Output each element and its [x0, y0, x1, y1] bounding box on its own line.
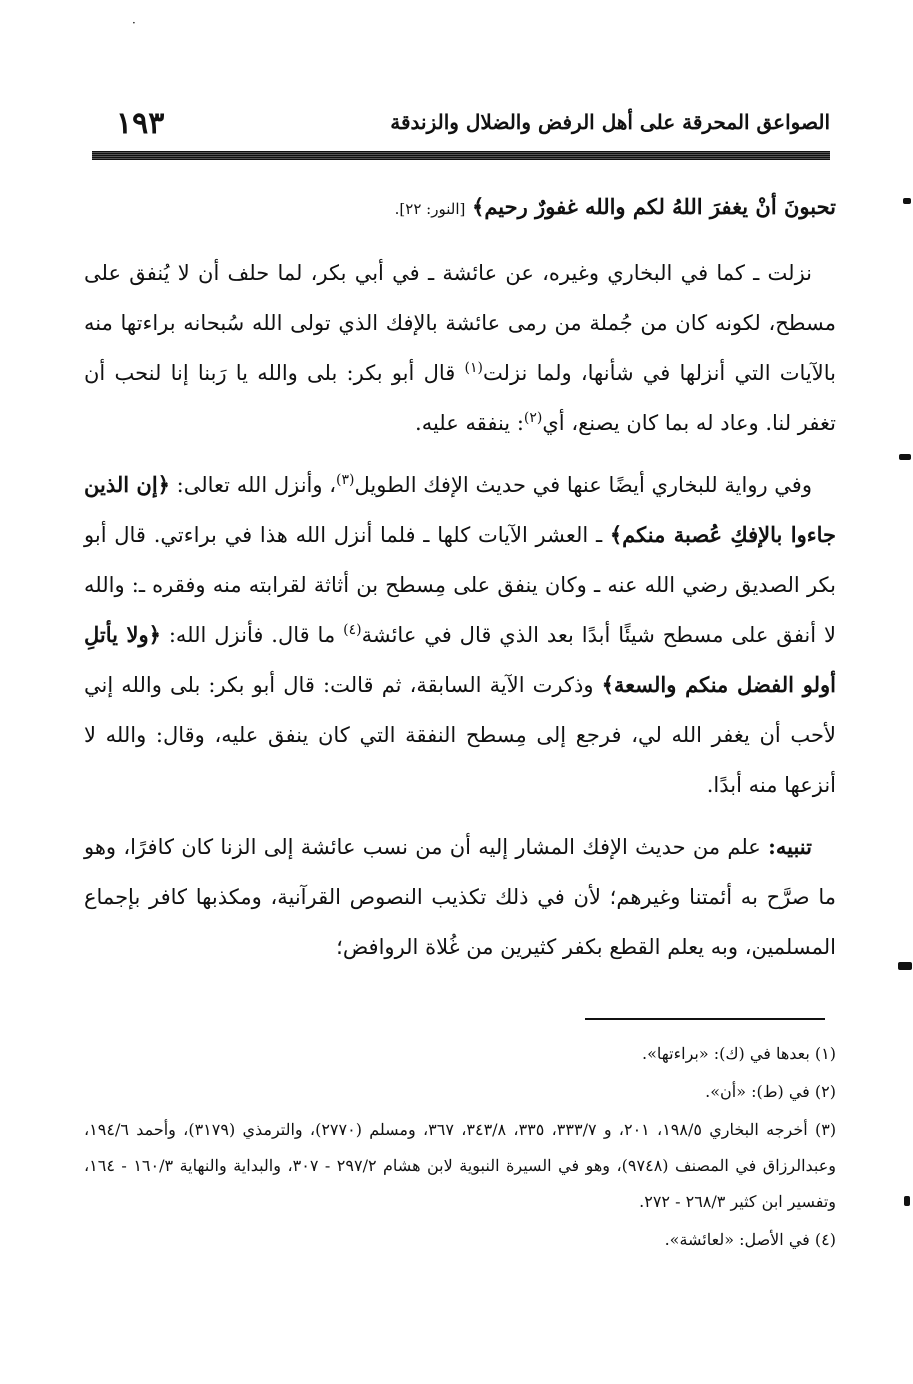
footnotes	[84, 1036, 836, 1260]
footnote-number: (٣)	[814, 1120, 837, 1139]
paragraph-text: نزلت ـ كما في البخاري وغيره، عن عائشة ـ في أبي بكر، لما حلف أن لا يُنفق على مسطح، لكونه كان من جُملة من رمى عائشة بالإفك الذي تولى الله سُبحانه براءتها منه بالآيات التي أنزلها في شأنها، ولما نزلت	[84, 261, 836, 385]
paragraph-text: ـ العشر الآيات كلها ـ فلما أنزل الله هذا في براءتي. قال أبو بكر الصديق رضي الله عنه ـ وكان ينفق على مِسطح بن أثاثة لقرابته منه وفقره ـ: والله لا أنفق على مسطح شيئًا أبدًا بعد الذي قال في عائشة	[84, 523, 836, 647]
footnote-number: (١)	[814, 1044, 836, 1063]
footnote-4	[84, 1222, 836, 1258]
paragraph-text: : ينفقه عليه.	[415, 411, 524, 435]
paragraph-text: ما قال. فأنزل الله:	[160, 623, 344, 647]
footnote-3	[84, 1112, 836, 1220]
paragraph-2	[84, 460, 836, 810]
margin-mark	[903, 198, 911, 204]
page-speck: ·	[132, 16, 136, 30]
quran-verse: ﴿ولا يأتلِ أولو الفضل منكم والسعة﴾	[84, 622, 836, 697]
footnote-text: في (ط): «أن».	[705, 1082, 815, 1101]
footnote-text: في الأصل: «لعائشة».	[664, 1230, 815, 1249]
footnote-2	[84, 1074, 836, 1110]
margin-mark	[904, 1196, 910, 1206]
page-header	[92, 106, 830, 140]
paragraph-1	[84, 248, 836, 448]
paragraph-text: ، وأنزل الله تعالى:	[169, 473, 336, 497]
margin-mark	[898, 962, 912, 970]
footnote-text: بعدها في (ك): «براءتها».	[642, 1044, 815, 1063]
footnote-number: (٤)	[814, 1230, 836, 1249]
verse-reference: [النور: ٢٢].	[394, 200, 466, 218]
footnote-ref: (٣)	[336, 472, 355, 488]
footnote-1	[84, 1036, 836, 1072]
verse-ending-line	[84, 182, 836, 234]
notice-label: تنبيه:	[768, 834, 812, 859]
footnote-text: أخرجه البخاري ١٩٨/٥، ٢٠١، و ٣٣٣/٧، ٣٣٥، ٣٤٣/٨، ٣٦٧، ومسلم (٢٧٧٠)، والترمذي (٣١٧٩)، وأحمد ١٩٤/٦، وعبدالرزاق في المصنف (٩٧٤٨)، وهو في السيرة النبوية لابن هشام ٢٩٧/٢ - ٣٠٧، والبداية والنهاية ١٦٠/٣ - ١٦٤، وتفسير ابن كثير ٢٦٨/٣ - ٢٧٢.	[84, 1120, 837, 1211]
header-rule	[92, 151, 830, 160]
footnote-ref: (١)	[464, 360, 483, 376]
paragraph-text: وذكرت الآية السابقة، ثم قالت: قال أبو بكر: بلى والله إني لأحب أن يغفر الله لي، فرجع إلى مِسطح النفقة التي كان ينفق عليه، وقال: والله لا أنزعها منه أبدًا.	[84, 673, 836, 797]
quran-verse: تحبونَ أنْ يغفرَ اللهُ لكم والله غفورٌ رحيم﴾	[472, 194, 836, 219]
main-text	[84, 182, 836, 984]
page-number: ١٩٣	[116, 106, 165, 141]
footnote-number: (٢)	[814, 1082, 836, 1101]
running-title: الصواعق المحرقة على أهل الرفض والضلال والزندقة	[390, 110, 830, 134]
paragraph-text: علم من حديث الإفك المشار إليه أن من نسب عائشة إلى الزنا كان كافرًا، وهو ما صرَّح به أئمتنا وغيرهم؛ لأن في ذلك تكذيب النصوص القرآنية، ومكذبها كافر بإجماع المسلمين، وبه يعلم القطع بكفر كثيرين من غُلاة الروافض؛	[84, 835, 836, 959]
paragraph-3	[84, 822, 836, 972]
quran-verse: ﴿إن الذين جاءوا بالإفكِ عُصبة منكم﴾	[84, 472, 836, 547]
footnote-separator	[585, 1018, 825, 1020]
footnote-ref: (٤)	[343, 622, 362, 638]
margin-mark	[899, 454, 911, 460]
paragraph-text: وفي رواية للبخاري أيضًا عنها في حديث الإفك الطويل	[354, 473, 812, 497]
paragraph-text: قال أبو بكر: بلى والله يا رَبنا إنا لنحب أن تغفر لنا. وعاد له بما كان يصنع، أي	[84, 361, 836, 435]
footnote-ref: (٢)	[523, 410, 543, 426]
